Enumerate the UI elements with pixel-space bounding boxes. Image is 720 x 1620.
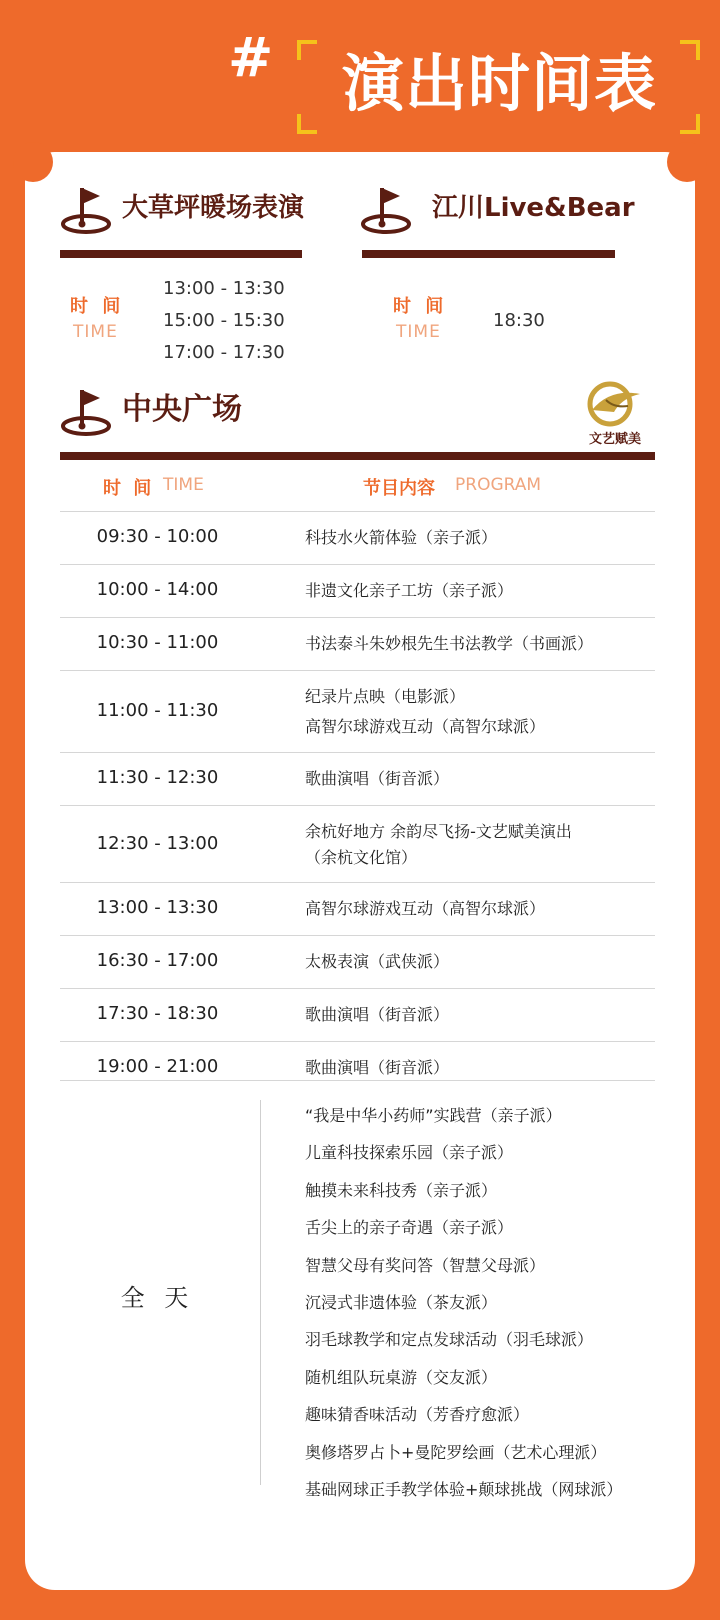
column-header-time: 时 间 — [103, 478, 155, 499]
schedule-table — [60, 511, 655, 1094]
list-item: 基础网球正手教学体验+颠球挑战（网球派） — [305, 1480, 623, 1500]
table-row — [60, 511, 655, 564]
time-label-en: TIME — [396, 322, 441, 342]
list-item: 舌尖上的亲子奇遇（亲子派） — [305, 1218, 514, 1238]
row-program: 纪录片点映（电影派） — [305, 687, 466, 706]
section-lawn-title: 大草坪暖场表演 — [122, 193, 305, 223]
row-program: 高智尔球游戏互动（高智尔球派） — [305, 717, 546, 736]
table-row — [60, 988, 655, 1041]
golf-flag-icon — [60, 184, 112, 234]
time-label: 时 间 — [393, 296, 448, 317]
table-row — [60, 935, 655, 988]
list-item: 触摸未来科技秀（亲子派） — [305, 1180, 498, 1200]
bracket-corner — [680, 40, 700, 60]
section-river-header — [360, 184, 650, 234]
golf-flag-icon — [360, 184, 412, 234]
hash-icon: # — [228, 26, 274, 89]
section-river-title: 江川Live&Bear — [432, 193, 635, 223]
section-lawn-header — [60, 184, 330, 234]
card-notch — [667, 142, 707, 182]
bracket-corner — [297, 40, 317, 60]
logo-text: 文艺赋美 — [588, 432, 641, 447]
list-item: 儿童科技探索乐园（亲子派） — [305, 1143, 514, 1163]
row-program: 太极表演（武侠派） — [305, 952, 450, 971]
list-item: 奥修塔罗占卜+曼陀罗绘画（艺术心理派） — [305, 1442, 607, 1462]
row-time: 19:00 - 21:00 — [96, 1056, 219, 1077]
table-row — [60, 564, 655, 617]
column-header-program: 节目内容 — [363, 478, 435, 499]
time-label: 时 间 — [70, 296, 125, 317]
all-day-program-list — [305, 1097, 622, 1508]
time-slot: 15:00 - 15:30 — [163, 310, 285, 331]
row-time: 10:30 - 11:00 — [96, 632, 219, 653]
row-program: 歌曲演唱（街音派） — [305, 769, 450, 788]
row-program: 歌曲演唱（街音派） — [305, 1058, 450, 1077]
row-time: 16:30 - 17:00 — [96, 950, 219, 971]
time-slot: 18:30 — [493, 310, 545, 331]
row-time: 12:30 - 13:00 — [96, 833, 219, 854]
section-plaza-title: 中央广场 — [122, 392, 242, 427]
row-time: 17:30 - 18:30 — [96, 1003, 219, 1024]
section-plaza-header — [60, 386, 360, 436]
table-row — [60, 882, 655, 935]
table-row — [60, 805, 655, 882]
column-header-time-en: TIME — [163, 475, 204, 495]
logo-mark-icon — [570, 380, 660, 430]
bracket-corner — [297, 114, 317, 134]
row-program: （余杭文化馆） — [305, 848, 418, 867]
time-slot: 17:00 - 17:30 — [163, 342, 285, 363]
divider — [60, 250, 302, 258]
list-item: 羽毛球教学和定点发球活动（羽毛球派） — [305, 1330, 594, 1350]
all-day-label: 全 天 — [120, 1284, 195, 1312]
table-row — [60, 670, 655, 752]
wenyi-logo — [570, 380, 660, 450]
table-row — [60, 1041, 655, 1094]
divider — [60, 1080, 655, 1081]
table-row — [60, 617, 655, 670]
row-time: 10:00 - 14:00 — [96, 579, 219, 600]
bracket-corner — [680, 114, 700, 134]
card-notch — [13, 142, 53, 182]
time-slot: 13:00 - 13:30 — [163, 278, 285, 299]
row-program: 非遗文化亲子工坊（亲子派） — [305, 581, 514, 600]
row-time: 13:00 - 13:30 — [96, 897, 219, 918]
row-program: 高智尔球游戏互动（高智尔球派） — [305, 899, 546, 918]
table-row — [60, 752, 655, 805]
row-program: 余杭好地方 余韵尽飞扬-文艺赋美演出 — [305, 822, 572, 841]
divider — [362, 250, 615, 258]
list-item: 趣味猜香味活动（芳香疗愈派） — [305, 1405, 530, 1425]
row-time: 11:00 - 11:30 — [96, 700, 219, 721]
row-program: 科技水火箭体验（亲子派） — [305, 528, 498, 547]
list-item: “我是中华小药师”实践营（亲子派） — [305, 1106, 562, 1125]
page-title: 演出时间表 — [341, 47, 657, 120]
time-label-en: TIME — [73, 322, 118, 342]
column-header-program-en: PROGRAM — [455, 475, 542, 495]
row-program: 歌曲演唱（街音派） — [305, 1005, 450, 1024]
golf-flag-icon — [60, 386, 112, 436]
list-item: 沉浸式非遗体验（茶友派） — [305, 1293, 498, 1313]
list-item: 随机组队玩桌游（交友派） — [305, 1367, 498, 1387]
row-time: 11:30 - 12:30 — [96, 767, 219, 788]
divider — [60, 452, 655, 460]
schedule-card — [25, 152, 695, 1590]
header — [0, 0, 720, 150]
row-program: 书法泰斗朱妙根先生书法教学（书画派） — [305, 634, 594, 653]
vertical-divider — [260, 1100, 261, 1485]
row-time: 09:30 - 10:00 — [96, 526, 219, 547]
list-item: 智慧父母有奖问答（智慧父母派） — [305, 1255, 546, 1275]
